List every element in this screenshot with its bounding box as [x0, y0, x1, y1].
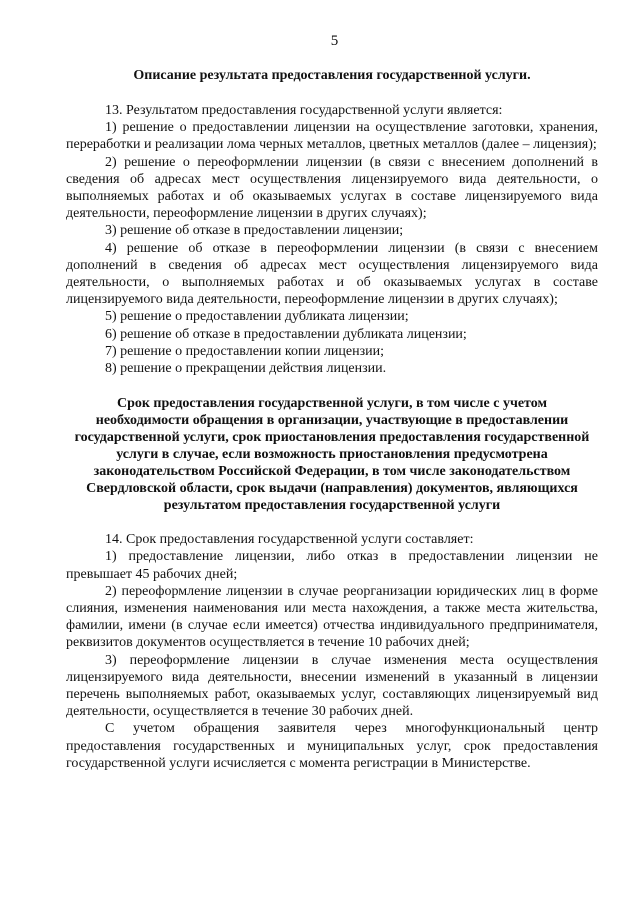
list-item: 2) решение о переоформлении лицензии (в связи с внесением дополнений в сведения об адресах мест осуществления лицензируемого вида деятельности, о выполняемых работах и об оказываемых услугах в составе лицензируемого вида деятельности, переоформление лицензии в других случаях); [66, 154, 598, 222]
section-heading-term: Срок предоставления государственной услуги, в том числе с учетом необходимости обращения в организации, участвующие в предоставлении государственной услуги, срок приостановления предоставления государственной услуги в случае, если возможность приостановления предусмотрена законодательством Российской Федерации, в том числе законодательством Свердловской области, срок выдачи (направления) документов, являющихся результатом предоставления государственной услуги [74, 396, 590, 514]
list-item: 3) решение об отказе в предоставлении лицензии; [105, 223, 404, 239]
list-item: 5) решение о предоставлении дубликата лицензии; [105, 309, 409, 325]
list-item: 6) решение об отказе в предоставлении дубликата лицензии; [105, 326, 467, 342]
list-item: 1) предоставление лицензии, либо отказ в предоставлении лицензии не превышает 45 рабочих дней; [66, 549, 598, 582]
page-number: 5 [330, 33, 339, 49]
paragraph: 14. Срок предоставления государственной услуги составляет: [105, 532, 474, 548]
section-heading-result: Описание результата предоставления государственной услуги. [133, 68, 531, 83]
list-item: 4) решение об отказе в переоформлении лицензии (в связи с внесением дополнений в сведения об адресах мест осуществления лицензируемого вида деятельности, о выполняемых работах и об оказываемых услугах в составе лицензируемого вида деятельности, переоформление лицензии в других случаях); [66, 240, 598, 308]
list-item: 3) переоформление лицензии в случае изменения места осуществления лицензируемого вида деятельности, внесении изменений в указанный в лицензии перечень выполняемых работ, оказываемых услуг, составляющих лицензируемый вид деятельности, осуществляется в течение 30 рабочих дней. [66, 652, 598, 720]
list-item: 7) решение о предоставлении копии лицензии; [105, 343, 385, 359]
list-item: 1) решение о предоставлении лицензии на осуществление заготовки, хранения, переработки и реализации лома черных металлов, цветных металлов (далее – лицензия); [66, 120, 598, 153]
paragraph: 13. Результатом предоставления государственной услуги является: [105, 103, 503, 118]
list-item: 2) переоформление лицензии в случае реорганизации юридических лиц в форме слияния, изменения наименования или места нахождения, а также места жительства, фамилии, имени (в случае если имеется) отчества индивидуального предпринимателя, реквизитов документов осуществляется в течение 10 рабочих дней; [66, 583, 598, 651]
paragraph: С учетом обращения заявителя через многофункциональный центр предоставления государственных и муниципальных услуг, срок предоставления государственной услуги исчисляется с момента регистрации в Министерстве. [66, 721, 598, 771]
list-item: 8) решение о прекращении действия лицензии. [105, 361, 387, 377]
section-term-body [66, 531, 598, 772]
section-result-body [66, 102, 598, 377]
